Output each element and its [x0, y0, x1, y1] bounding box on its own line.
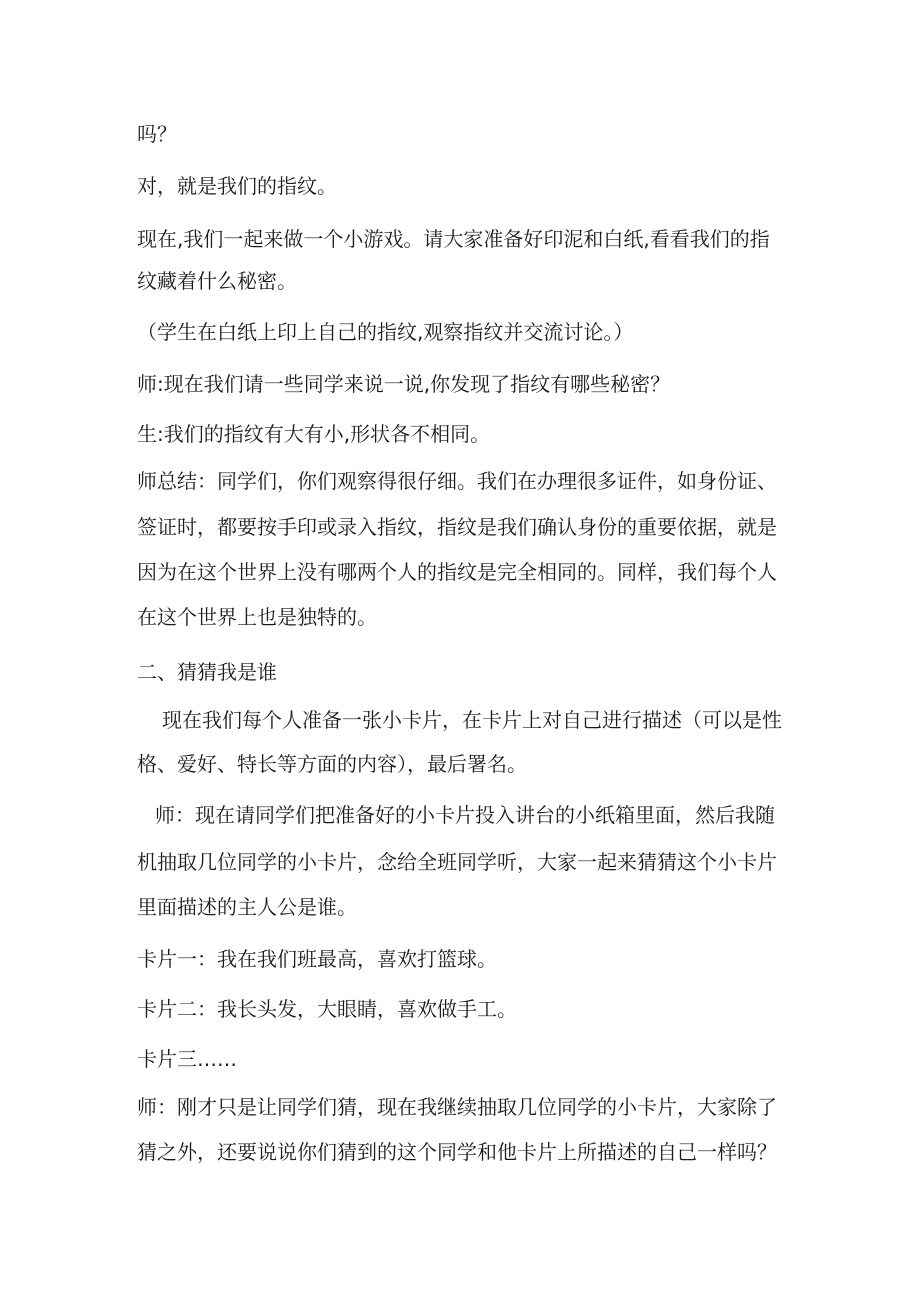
text-line: 格、爱好、特长等方面的内容），最后署名。: [137, 752, 527, 776]
text-line: 现在我们每个人准备一张小卡片，在卡片上对自己进行描述（可以是性: [162, 708, 782, 732]
section-heading: 二、猜猜我是谁: [137, 660, 277, 684]
text-line: 生:我们的指纹有大有小,形状各不相同。: [137, 422, 491, 446]
text-line: 师总结：同学们，你们观察得很仔细。我们在办理很多证件，如身份证、: [137, 469, 777, 493]
text-line: 现在,我们一起来做一个小游戏。请大家准备好印泥和白纸,看看我们的指: [137, 227, 770, 251]
text-line: 吗？: [137, 122, 177, 146]
text-line: 师：现在请同学们把准备好的小卡片投入讲台的小纸箱里面，然后我随: [155, 803, 775, 827]
text-line: 师:现在我们请一些同学来说一说,你发现了指纹有哪些秘密？: [137, 372, 671, 396]
text-line: 机抽取几位同学的小卡片，念给全班同学听，大家一起来猜猜这个小卡片: [137, 850, 777, 874]
text-line: 因为在这个世界上没有哪两个人的指纹是完全相同的。同样，我们每个人: [137, 560, 777, 584]
text-line: 对，就是我们的指纹。: [137, 174, 337, 198]
text-line: （学生在白纸上印上自己的指纹,观察指纹并交流讨论。）: [137, 320, 634, 344]
text-line: 签证时，都要按手印或录入指纹，指纹是我们确认身份的重要依据，就是: [137, 515, 777, 539]
text-line: 里面描述的主人公是谁。: [137, 895, 357, 919]
text-line: 猜之外，还要说说你们猜到的这个同学和他卡片上所描述的自己一样吗？: [137, 1140, 777, 1164]
text-line: 在这个世界上也是独特的。: [137, 605, 377, 629]
text-line: 卡片一：我在我们班最高，喜欢打篮球。: [137, 947, 497, 971]
text-line: 纹藏着什么秘密。: [137, 269, 297, 293]
text-line: 师：刚才只是让同学们猜，现在我继续抽取几位同学的小卡片，大家除了: [137, 1095, 777, 1119]
text-line: 卡片三……: [137, 1047, 237, 1071]
text-line: 卡片二：我长头发，大眼睛，喜欢做手工。: [137, 997, 517, 1021]
